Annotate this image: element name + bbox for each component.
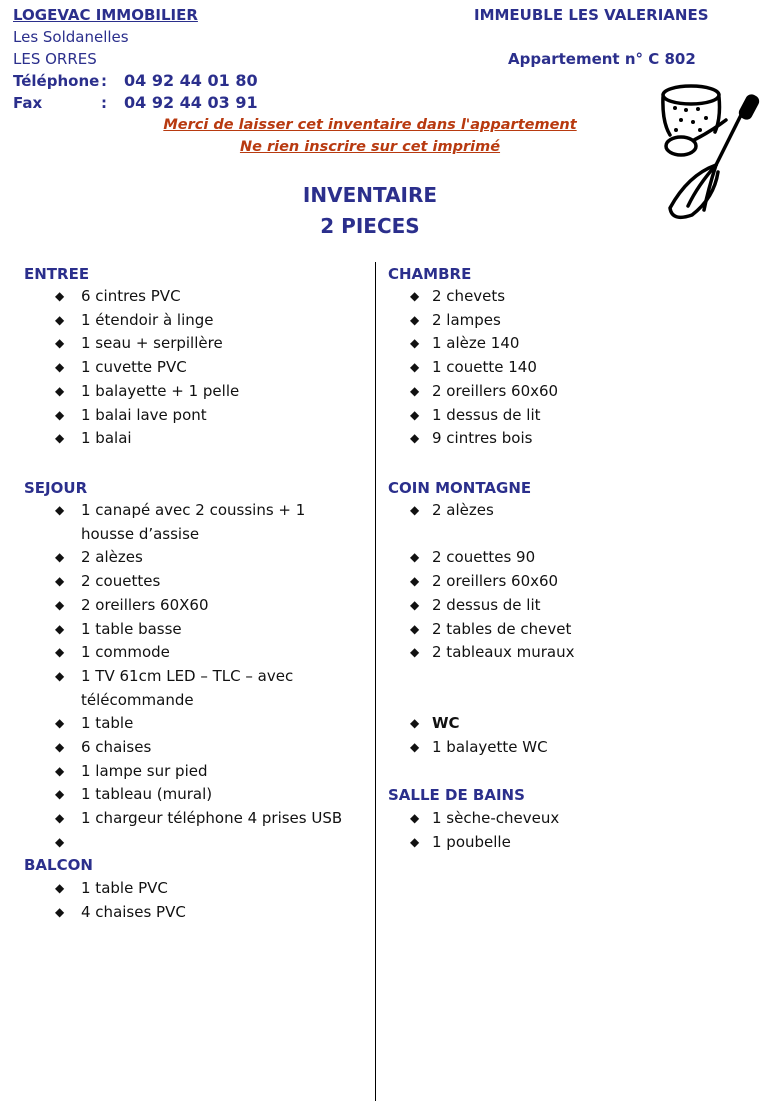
bullet-icon: ◆: [410, 597, 420, 612]
company-name: LOGEVAC IMMOBILIER: [13, 6, 198, 24]
list-item: ◆ 1 table basse: [55, 618, 355, 642]
bullet-icon: ◆: [410, 550, 420, 565]
bullet-icon: ◆: [55, 621, 65, 636]
apartment-number: Appartement n° C 802: [508, 50, 696, 68]
bullet-icon: ◆: [55, 407, 65, 422]
bullet-icon: ◆: [410, 739, 420, 754]
list-salle-de-bains: [410, 807, 740, 854]
bullet-icon: ◆: [410, 811, 420, 825]
list-item: ◆ 2 couettes 90: [410, 546, 740, 570]
bullet-icon: ◆: [55, 312, 65, 327]
list-item: ◆ 2 tables de chevet: [410, 618, 740, 642]
bullet-icon: ◆: [55, 904, 65, 919]
phone-number: 04 92 44 01 80: [124, 71, 258, 90]
list-item: ◆ 1 dessus de lit: [410, 404, 740, 428]
bullet-icon: ◆: [410, 312, 420, 327]
bullet-icon: ◆: [410, 645, 420, 660]
bullet-icon: ◆: [55, 360, 65, 375]
list-entree: [55, 285, 355, 451]
list-item: ◆ 1 chargeur téléphone 4 prises USB: [55, 807, 355, 831]
bullet-icon: ◆: [55, 716, 65, 731]
building-name: IMMEUBLE LES VALERIANES: [474, 6, 709, 24]
list-item: ◆ 1 canapé avec 2 coussins + 1 housse d’assise: [55, 501, 306, 543]
bullet-icon: ◆: [410, 407, 420, 422]
fax-separator: :: [101, 94, 107, 112]
list-item: ◆ 2 lampes: [410, 309, 740, 333]
bullet-icon: ◆: [55, 787, 65, 802]
list-item: ◆ 1 balai: [55, 427, 355, 451]
list-item: ◆ 1 poubelle: [410, 831, 740, 855]
section-heading-sejour: SEJOUR: [24, 479, 88, 497]
column-divider: [375, 262, 376, 1101]
notice-do-not-write: Ne rien inscrire sur cet imprimé: [239, 139, 501, 155]
list-item: ◆ 4 chaises PVC: [55, 901, 355, 925]
bullet-icon: ◆: [410, 360, 420, 375]
list-chambre: [410, 285, 740, 451]
list-item: ◆ 1 table: [55, 712, 355, 736]
bullet-icon: ◆: [55, 668, 65, 683]
list-item: ◆ 2 dessus de lit: [410, 594, 740, 618]
list-item: ◆ 1 alèze 140: [410, 332, 740, 356]
bullet-icon: ◆: [55, 740, 65, 755]
address-line-1: Les Soldanelles: [13, 28, 129, 46]
list-item: ◆ 2 oreillers 60x60: [410, 570, 740, 594]
section-heading-balcon: BALCON: [24, 856, 93, 874]
list-item: ◆ 1 tableau (mural): [55, 783, 355, 807]
address-line-2: LES ORRES: [13, 50, 97, 68]
bullet-icon: ◆: [55, 597, 65, 612]
bullet-icon: ◆: [55, 574, 65, 589]
section-heading-coin-montagne: COIN MONTAGNE: [388, 479, 532, 497]
page-title: INVENTAIRE: [302, 183, 438, 207]
list-item: ◆ 1 couette 140: [410, 356, 740, 380]
list-wc: [410, 712, 740, 759]
bullet-icon: ◆: [410, 503, 420, 517]
list-item: ◆ 9 cintres bois: [410, 427, 740, 451]
bullet-icon: ◆: [410, 289, 420, 303]
bullet-icon: ◆: [410, 834, 420, 849]
page-subtitle: 2 PIECES: [320, 214, 420, 238]
bullet-icon: ◆: [55, 645, 65, 660]
bullet-icon: ◆: [410, 574, 420, 589]
phone-separator: :: [101, 72, 107, 90]
fax-number: 04 92 44 03 91: [124, 93, 258, 112]
list-item: ◆ 1 lampe sur pied: [55, 760, 355, 784]
list-item: ◆ 2 couettes: [55, 570, 355, 594]
list-item: ◆ 2 alèzes: [410, 499, 740, 523]
list-item: ◆ 1 cuvette PVC: [55, 356, 355, 380]
list-item: ◆ 2 tableaux muraux: [410, 641, 740, 665]
bullet-icon: ◆: [55, 763, 65, 778]
list-item: ◆ 2 chevets: [410, 285, 740, 309]
list-item: ◆ 1 balai lave pont: [55, 404, 355, 428]
section-heading-salle-de-bains: SALLE DE BAINS: [388, 786, 525, 804]
list-item: ◆ 2 alèzes: [55, 546, 355, 570]
list-item: ◆ 1 TV 61cm LED – TLC – avec télécommande: [55, 666, 294, 709]
notice-keep-inventory: Merci de laisser cet inventaire dans l'appartement: [163, 117, 577, 133]
list-item: ◆ 2 oreillers 60x60: [410, 380, 740, 404]
bullet-icon: ◆: [55, 383, 65, 398]
bullet-icon: ◆: [55, 881, 65, 895]
list-balcon: [55, 877, 355, 924]
bullet-icon: ◆: [410, 383, 420, 398]
list-item: ◆ 6 cintres PVC: [55, 285, 355, 309]
bullet-icon: ◆: [410, 431, 420, 446]
bullet-icon: ◆: [55, 289, 65, 303]
list-item: ◆ 1 balayette + 1 pelle: [55, 380, 355, 404]
bullet-icon: ◆: [410, 621, 420, 636]
fax-label: Fax: [13, 94, 43, 112]
bullet-icon: ◆: [55, 834, 65, 849]
list-item: ◆ 1 sèche-cheveux: [410, 807, 740, 831]
bullet-icon: ◆: [55, 811, 65, 826]
list-gap: [410, 523, 740, 547]
list-coin-montagne: [410, 499, 740, 665]
list-item: ◆ 1 étendoir à linge: [55, 309, 355, 333]
list-item: ◆ 1 table PVC: [55, 877, 355, 901]
bullet-icon: ◆: [55, 550, 65, 565]
section-heading-wc: ◆ WC: [410, 712, 740, 736]
section-heading-entree: ENTREE: [24, 265, 90, 283]
list-item: ◆ 2 oreillers 60X60: [55, 594, 355, 618]
section-heading-chambre: CHAMBRE: [388, 265, 472, 283]
list-item: ◆ 1 commode: [55, 641, 355, 665]
bullet-icon: ◆: [55, 431, 65, 446]
bullet-icon: ◆: [410, 336, 420, 351]
list-item: ◆ 6 chaises: [55, 736, 355, 760]
bullet-icon: ◆: [55, 503, 65, 517]
list-item: ◆ 1 balayette WC: [410, 736, 740, 760]
list-sejour: [55, 499, 355, 849]
bullet-icon: ◆: [55, 336, 65, 351]
bullet-icon: ◆: [410, 716, 420, 730]
phone-label: Téléphone: [13, 72, 100, 90]
list-item: ◆ 1 seau + serpillère: [55, 332, 355, 356]
